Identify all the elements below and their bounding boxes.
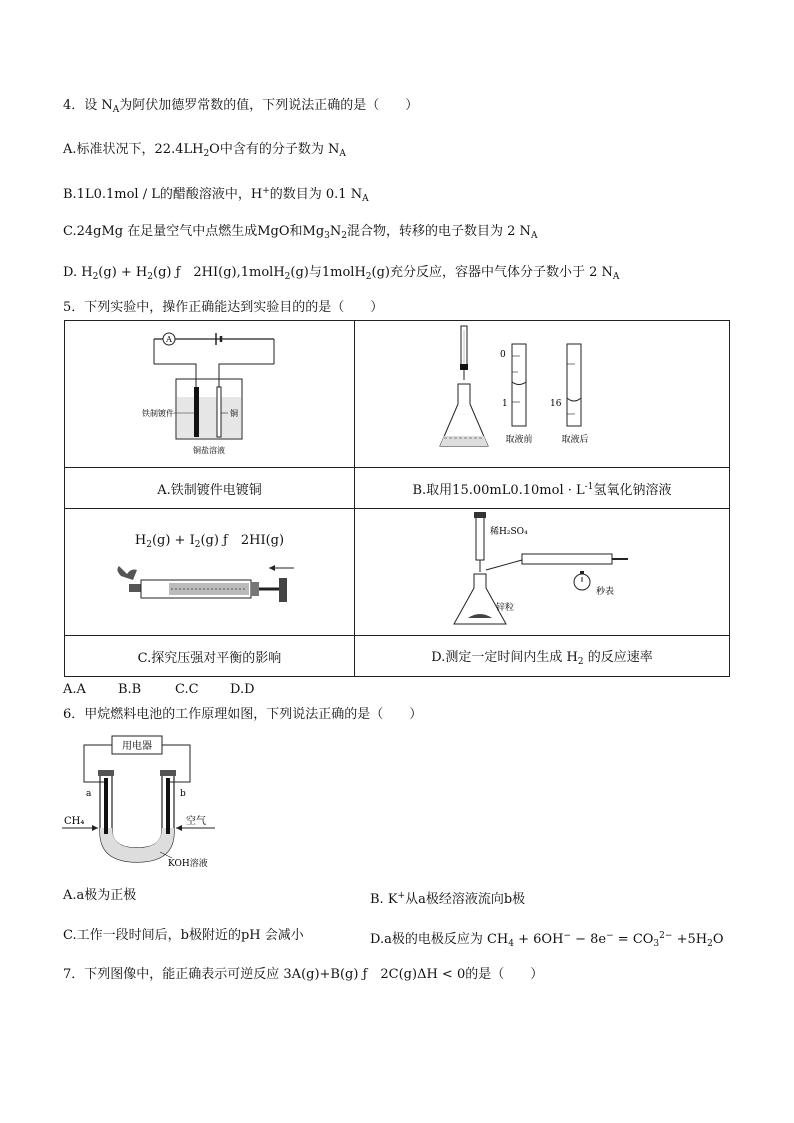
burette-mark-zero: 0 (499, 350, 506, 360)
burette-mark-sixteen: 16 (549, 399, 562, 409)
before-label: 取液前 (505, 435, 533, 445)
q5-answer-c: C.C (175, 682, 199, 697)
methane-label: CH₄ (64, 816, 85, 827)
q7-stem: 7．下列图像中，能正确表示可逆反应 3A(g)+B(g) ƒ 2C(g)ΔH < 0的是（ ） (63, 967, 544, 982)
solution-label: 铜盐溶液 (193, 446, 226, 455)
copper-label: 铜 (230, 409, 239, 418)
copper-electrode (217, 387, 221, 437)
reaction-rate-figure (432, 512, 652, 632)
figure-d-cell (354, 509, 729, 636)
timer-label: 秒表 (595, 587, 614, 597)
burette-figure (432, 324, 652, 464)
figure-a-cell (65, 321, 355, 468)
caption-c: C.探究压强对平衡的影响 (65, 636, 355, 677)
ammeter-label: A (166, 335, 173, 344)
acid-label: 稀H₂SO₄ (489, 527, 528, 537)
q4-option-c: C.24gMg 在足量空气中点燃生成MgO和$Mg_3N_2$混合物，转移的电子数目为 2 $N_A$ (63, 224, 538, 241)
figure-c-cell (65, 509, 355, 636)
fuel-cell-figure (60, 732, 220, 872)
device-label: 用电器 (122, 741, 152, 752)
q6-stem: 6．甲烷燃料电池的工作原理如图，下列说法正确的是（ ） (63, 707, 423, 722)
q6-option-b: B. K+从a极经溶液流向b极 (370, 891, 526, 907)
figure-b-cell (354, 321, 729, 468)
q5-stem: 5．下列实验中，操作正确能达到实验目的的是（ ） (63, 300, 384, 315)
q5-answer-b: B.B (118, 682, 142, 697)
q5-answer-a: A.A (63, 682, 86, 697)
q5-experiment-table (64, 320, 730, 677)
q4-option-d: D. $H_2(g) + H_2(g)$ ƒ 2HI(g),1molH$_2$(g)与1molH$_2$(g)充分反应，容器中气体分子数小于 2 $N_A$ (63, 265, 620, 282)
electrode-b-label: b (180, 789, 186, 799)
q5-answer-d: D.D (230, 682, 255, 697)
syringe-figure (109, 556, 309, 616)
equation-c: $H_2(g) + I_2(g)$ ƒ 2HI(g) (134, 532, 285, 550)
q6-option-a: A.a极为正极 (63, 888, 137, 903)
caption-a: A.铁制镀件电镀铜 (65, 468, 355, 509)
iron-electrode (194, 387, 199, 437)
caption-d: D.测定一定时间内生成 $H_2$ 的反应速率 (354, 636, 729, 677)
koh-label: KOH溶液 (168, 859, 208, 869)
iron-label: 铁制镀件 (142, 409, 175, 418)
q6-option-d: D.a极的电极反应为 $CH_4 + 6OH^- - 8e^- = CO_3^{2-} +5H_2O$ (370, 931, 724, 949)
caption-b: B.取用$15.00mL0.10mol \cdot L^{-1}$氢氧化钠溶液 (354, 468, 729, 509)
q4-option-a: A.标准状况下，$22.4LH_2O$中含有的分子数为 $N_A$ (63, 142, 346, 159)
q4-option-b: B.1L0.1mol / L的醋酸溶液中，H+的数目为 0.1 $N_A$ (63, 186, 369, 204)
q6-option-c: C.工作一段时间后，b极附近的pH 会减小 (63, 928, 304, 943)
electrode-a-label: a (86, 789, 92, 799)
zinc-label: 锌粒 (495, 603, 514, 613)
burette-mark-one: 1 (501, 399, 508, 409)
after-label: 取液后 (561, 435, 589, 445)
electroplating-figure (124, 329, 294, 459)
q4-stem: 4．设 $N_A$为阿伏加德罗常数的值，下列说法正确的是（ ） (63, 98, 419, 115)
air-label: 空气 (186, 816, 206, 827)
